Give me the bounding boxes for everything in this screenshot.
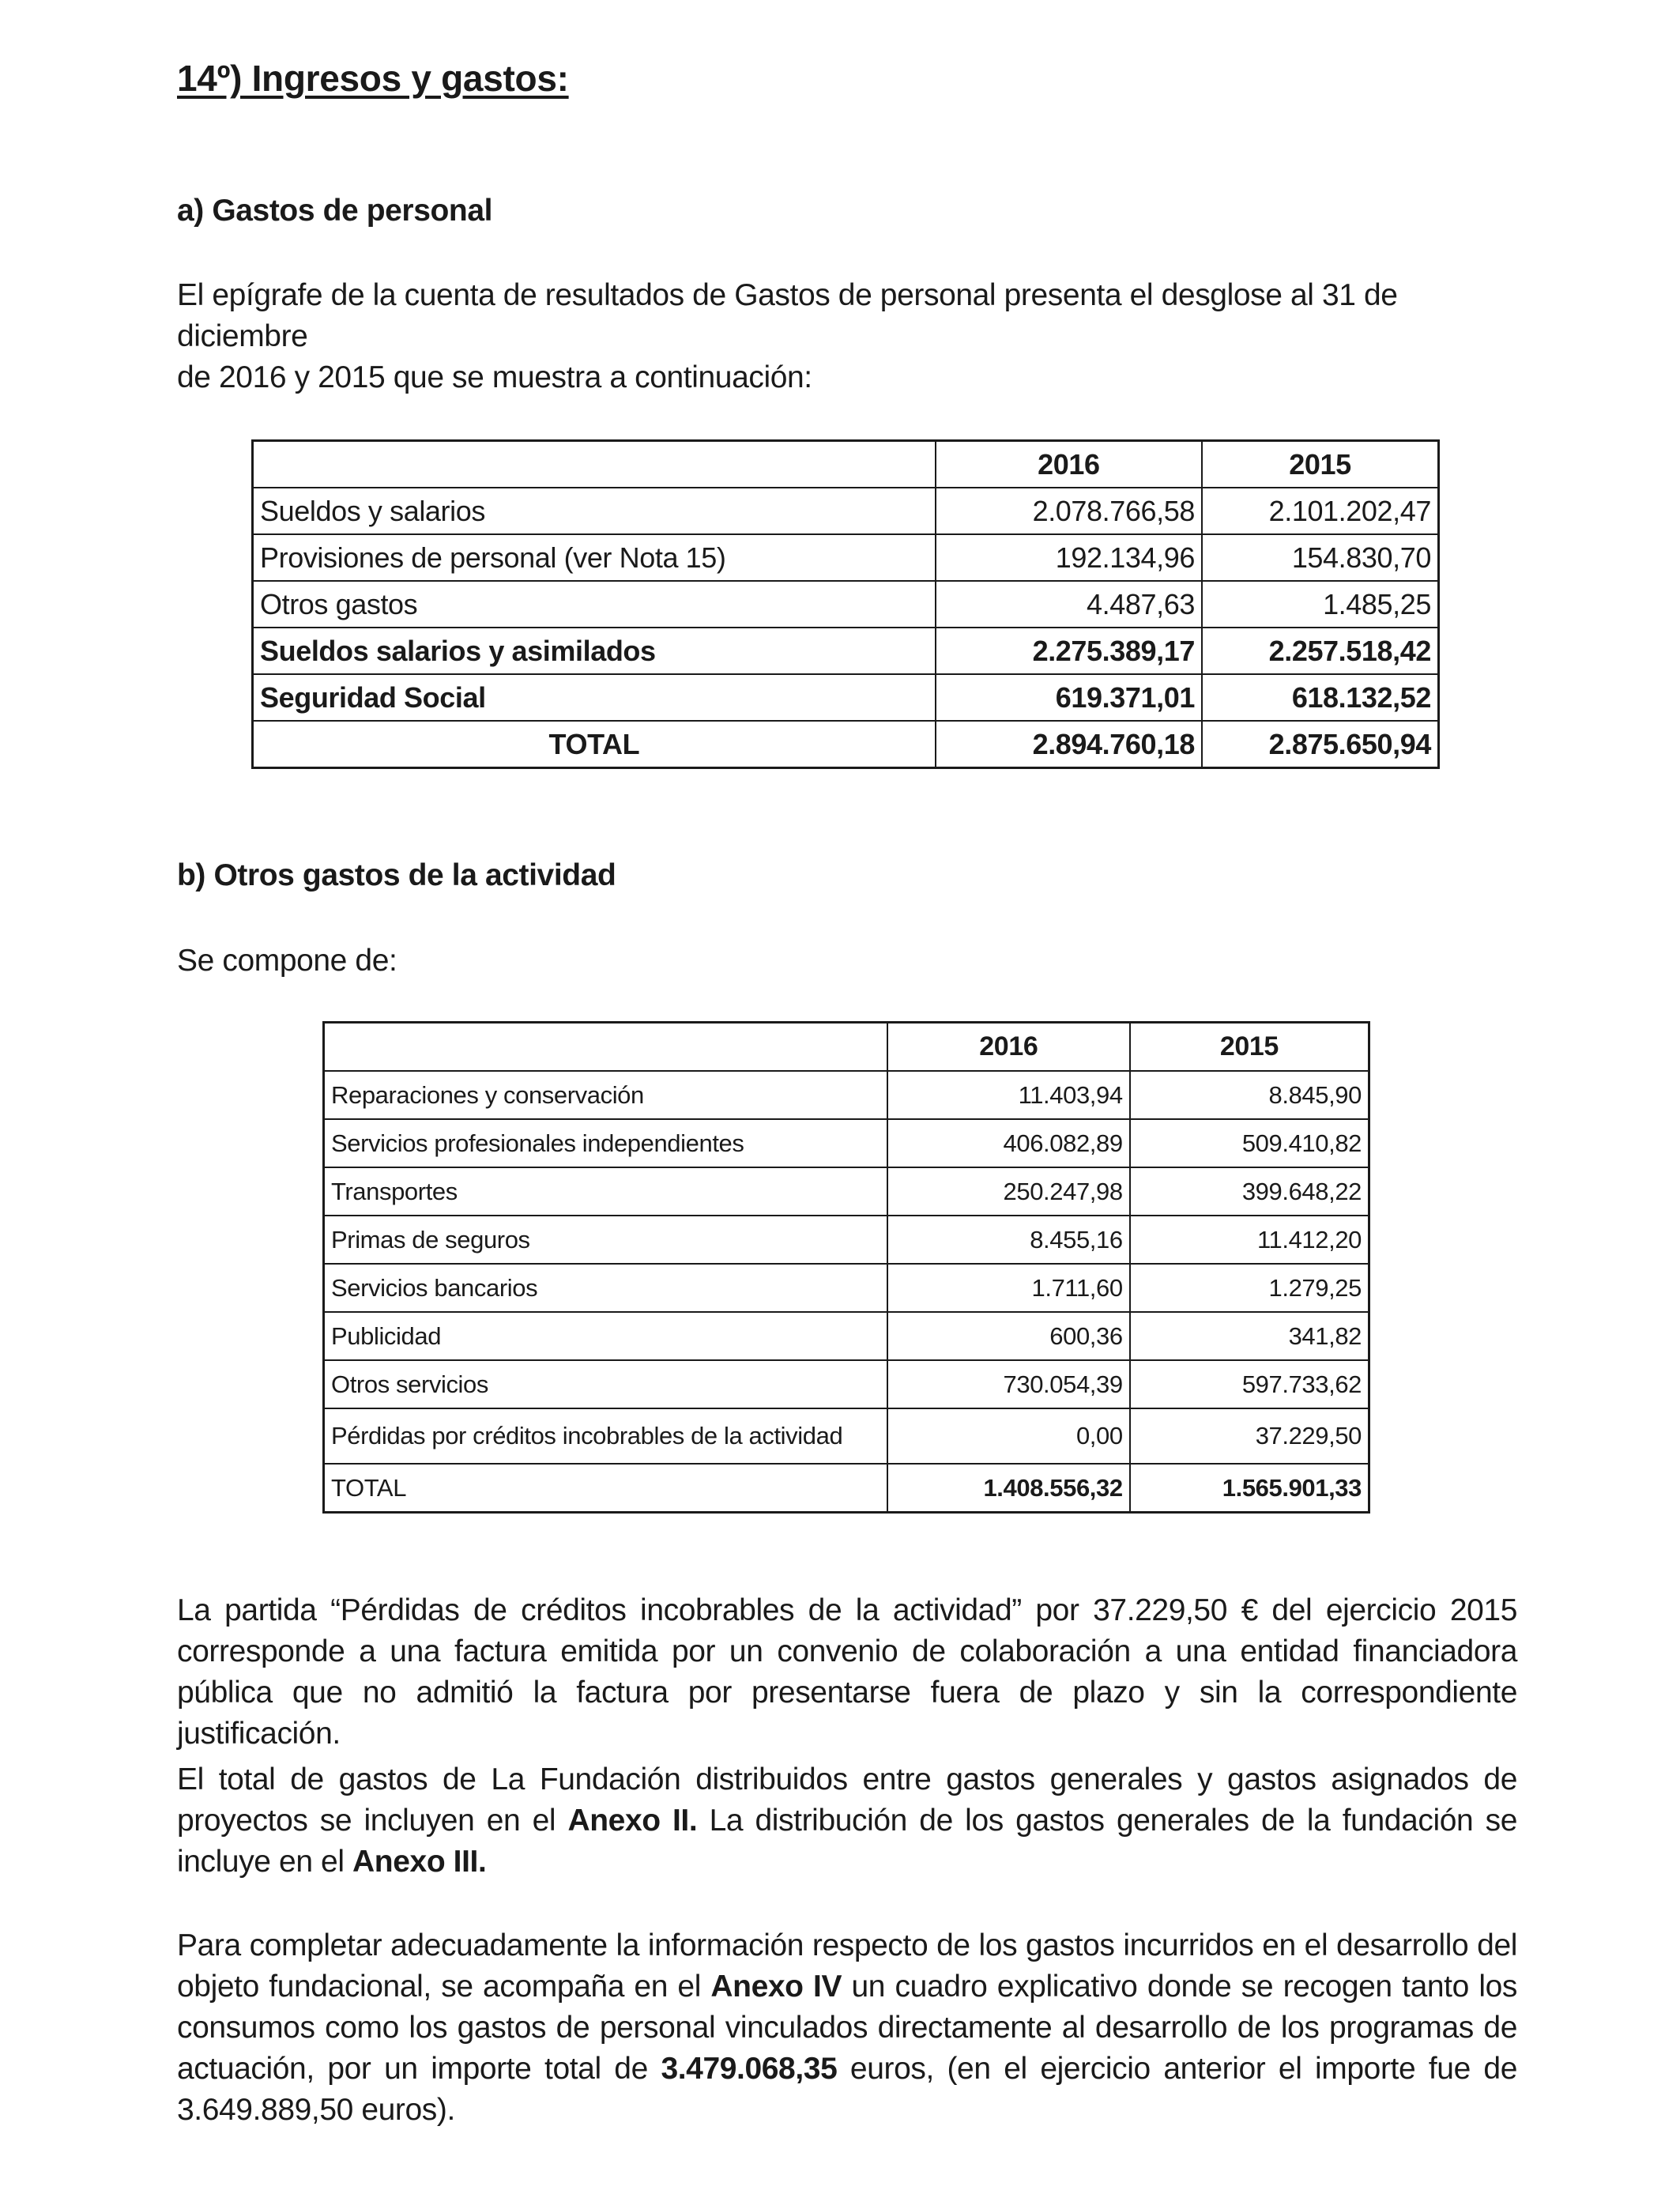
paragraph-anexos — [177, 1759, 1517, 1883]
row-label: Servicios profesionales independientes — [324, 1119, 887, 1167]
header-blank — [253, 441, 936, 488]
value-2016: 2.275.389,17 — [936, 628, 1202, 674]
intro-gastos-personal — [177, 275, 1517, 398]
table-row-total — [324, 1464, 1369, 1513]
total-2016: 1.408.556,32 — [887, 1464, 1130, 1513]
value-2016: 730.054,39 — [887, 1360, 1130, 1408]
header-2016: 2016 — [887, 1023, 1130, 1072]
p2-text-1: El total de gastos de La Fundación distribuidos entre gastos generales y gastos asignados de proyectos se incluyen en el — [177, 1762, 1517, 1838]
total-2015: 2.875.650,94 — [1202, 721, 1439, 768]
value-2016: 192.134,96 — [936, 534, 1202, 581]
anexo-iv-ref: Anexo IV — [710, 1970, 842, 2004]
row-label: Otros servicios — [324, 1360, 887, 1408]
value-2015: 399.648,22 — [1130, 1167, 1369, 1216]
table-row — [324, 1071, 1369, 1119]
row-label: Primas de seguros — [324, 1216, 887, 1264]
value-2015: 154.830,70 — [1202, 534, 1439, 581]
importe-total: 3.479.068,35 — [661, 2052, 838, 2086]
row-label: Pérdidas por créditos incobrables de la actividad — [324, 1408, 887, 1464]
total-label: TOTAL — [324, 1464, 887, 1513]
value-2016: 4.487,63 — [936, 581, 1202, 628]
table-row — [324, 1312, 1369, 1360]
intro-line-1: El epígrafe de la cuenta de resultados de Gastos de personal presenta el desglose al 31 de diciembre — [177, 278, 1398, 353]
table-row — [324, 1119, 1369, 1167]
value-2015: 597.733,62 — [1130, 1360, 1369, 1408]
total-2016: 2.894.760,18 — [936, 721, 1202, 768]
header-2015: 2015 — [1130, 1023, 1369, 1072]
row-label: Seguridad Social — [253, 674, 936, 721]
value-2015: 509.410,82 — [1130, 1119, 1369, 1167]
value-2015: 8.845,90 — [1130, 1071, 1369, 1119]
value-2016: 406.082,89 — [887, 1119, 1130, 1167]
value-2016: 600,36 — [887, 1312, 1130, 1360]
section-title: 14º) Ingresos y gastos: — [177, 58, 569, 99]
value-2015: 1.485,25 — [1202, 581, 1439, 628]
header-2015: 2015 — [1202, 441, 1439, 488]
table-row — [324, 1264, 1369, 1312]
p3-text-2: un cuadro explicativo donde se recogen tanto los consumos como los gastos de personal vinculados directamente al desarrollo de los programas de actuación, por un importe total de — [177, 1970, 1517, 2086]
row-label: Publicidad — [324, 1312, 887, 1360]
table-row-total — [253, 721, 1439, 768]
value-2016: 8.455,16 — [887, 1216, 1130, 1264]
heading-gastos-personal: a) Gastos de personal — [177, 194, 493, 228]
value-2015: 37.229,50 — [1130, 1408, 1369, 1464]
anexo-iii-ref: Anexo III. — [352, 1845, 487, 1879]
value-2016: 0,00 — [887, 1408, 1130, 1464]
total-2015: 1.565.901,33 — [1130, 1464, 1369, 1513]
value-2016: 1.711,60 — [887, 1264, 1130, 1312]
value-2016: 2.078.766,58 — [936, 488, 1202, 534]
p2-text-2: La distribución de los gastos generales de la fundación se incluye en el — [177, 1804, 1517, 1879]
paragraph-perdidas: La partida “Pérdidas de créditos incobrables de la actividad” por 37.229,50 € del ejercicio 2015 corresponde a una factura emitida por un convenio de colaboración a una entidad financiadora pública que no admitió la factura por presentarse fuera de plazo y sin la correspondiente justificación. — [177, 1593, 1517, 1751]
heading-otros-gastos: b) Otros gastos de la actividad — [177, 858, 616, 892]
table-row — [253, 581, 1439, 628]
table-row — [324, 1167, 1369, 1216]
table-row — [324, 1360, 1369, 1408]
value-2015: 11.412,20 — [1130, 1216, 1369, 1264]
table-row — [253, 488, 1439, 534]
table-row — [253, 534, 1439, 581]
row-label: Transportes — [324, 1167, 887, 1216]
value-2015: 1.279,25 — [1130, 1264, 1369, 1312]
p3-text-3: euros, (en el ejercicio anterior el importe fue de 3.649.889,50 euros). — [177, 2052, 1517, 2127]
row-label: Provisiones de personal (ver Nota 15) — [253, 534, 936, 581]
row-label: Otros gastos — [253, 581, 936, 628]
value-2016: 619.371,01 — [936, 674, 1202, 721]
row-label: Servicios bancarios — [324, 1264, 887, 1312]
intro-line-2: de 2016 y 2015 que se muestra a continuación: — [177, 360, 812, 394]
anexo-ii-ref: Anexo II. — [567, 1804, 698, 1838]
table-otros-gastos — [322, 1021, 1370, 1514]
table-header-row — [324, 1023, 1369, 1072]
value-2016: 250.247,98 — [887, 1167, 1130, 1216]
paragraph-anexo-iv — [177, 1925, 1517, 2131]
intro-otros-gastos: Se compone de: — [177, 944, 397, 978]
row-label: Sueldos y salarios — [253, 488, 936, 534]
row-label: Sueldos salarios y asimilados — [253, 628, 936, 674]
row-label: Reparaciones y conservación — [324, 1071, 887, 1119]
value-2015: 341,82 — [1130, 1312, 1369, 1360]
header-2016: 2016 — [936, 441, 1202, 488]
table-row — [324, 1216, 1369, 1264]
table-row — [324, 1408, 1369, 1464]
header-blank — [324, 1023, 887, 1072]
p3-text-1: Para completar adecuadamente la información respecto de los gastos incurridos en el desarrollo del objeto fundacional, se acompaña en el — [177, 1928, 1517, 2004]
value-2016: 11.403,94 — [887, 1071, 1130, 1119]
value-2015: 2.257.518,42 — [1202, 628, 1439, 674]
value-2015: 618.132,52 — [1202, 674, 1439, 721]
table-row-subtotal — [253, 628, 1439, 674]
total-label: TOTAL — [253, 721, 936, 768]
table-gastos-personal — [251, 439, 1440, 769]
table-row-seguridad-social — [253, 674, 1439, 721]
value-2015: 2.101.202,47 — [1202, 488, 1439, 534]
table-header-row — [253, 441, 1439, 488]
